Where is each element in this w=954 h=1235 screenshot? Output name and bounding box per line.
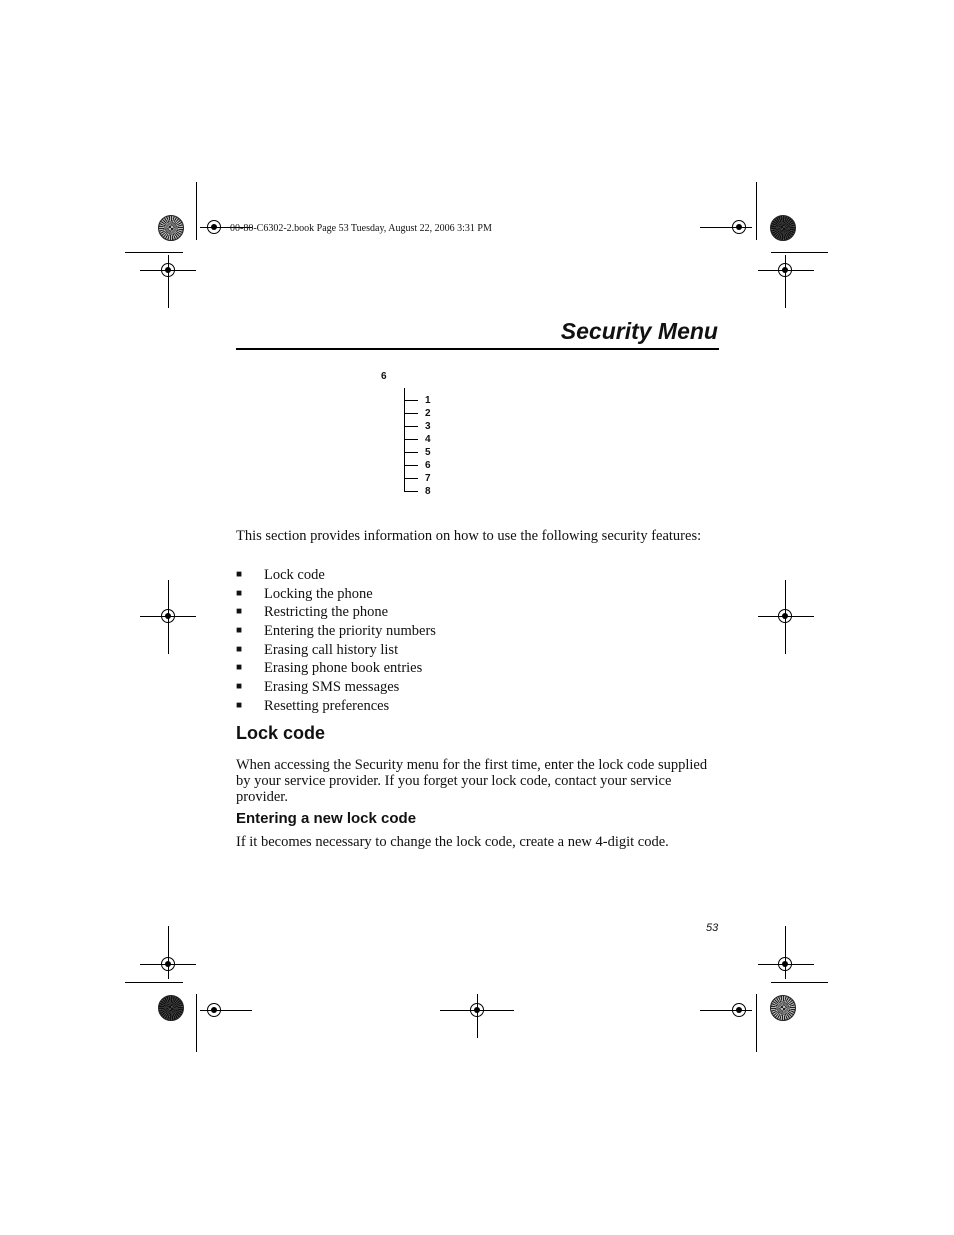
registration-sunburst-icon xyxy=(770,995,796,1021)
list-item: ■ Erasing call history list xyxy=(236,641,436,660)
lock-code-paragraph: When accessing the Security menu for the first time, enter the lock code supplied by your service provider. If you forget your lock code, contact your service provider. xyxy=(236,757,708,805)
registration-target-icon xyxy=(207,220,221,234)
menu-tree-trunk xyxy=(404,388,405,492)
registration-sunburst-icon xyxy=(158,995,184,1021)
list-item: ■ Resetting preferences xyxy=(236,697,436,716)
registration-target-icon xyxy=(778,263,792,277)
feature-list xyxy=(236,566,436,716)
registration-target-icon xyxy=(732,220,746,234)
registration-target-icon xyxy=(161,957,175,971)
section-heading: Lock code xyxy=(236,723,326,743)
registration-target-icon xyxy=(778,957,792,971)
registration-target-icon xyxy=(207,1003,221,1017)
list-item: ■ Entering the priority numbers xyxy=(236,622,436,641)
registration-target-icon xyxy=(732,1003,746,1017)
file-info: 00-80-C6302-2.book Page 53 Tuesday, August 22, 2006 3:31 PM xyxy=(230,223,492,234)
list-item: ■ Restricting the phone xyxy=(236,603,436,622)
list-item: ■ Erasing phone book entries xyxy=(236,659,436,678)
registration-target-icon xyxy=(161,609,175,623)
new-lock-code-paragraph: If it becomes necessary to change the lock code, create a new 4-digit code. xyxy=(236,834,669,850)
registration-target-icon xyxy=(161,263,175,277)
list-item: ■ Locking the phone xyxy=(236,585,436,604)
list-item: ■ Erasing SMS messages xyxy=(236,678,436,697)
list-item: ■ Lock code xyxy=(236,566,436,585)
page-title: Security Menu xyxy=(560,318,718,344)
menu-tree-root: 6 xyxy=(381,371,387,382)
registration-sunburst-icon xyxy=(158,215,184,241)
page-number: 53 xyxy=(706,922,719,934)
registration-sunburst-icon xyxy=(770,215,796,241)
title-rule xyxy=(236,348,719,350)
intro-paragraph: This section provides information on how to use the following security features: xyxy=(236,528,702,544)
subsection-heading: Entering a new lock code xyxy=(236,810,417,827)
registration-target-icon xyxy=(470,1003,484,1017)
registration-target-icon xyxy=(778,609,792,623)
